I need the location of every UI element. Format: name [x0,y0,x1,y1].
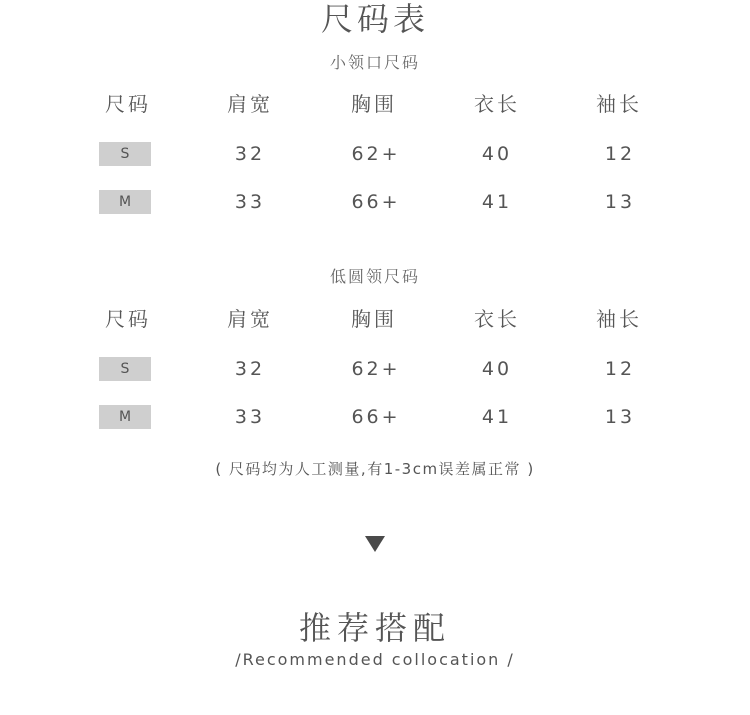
header-sleeve: 袖长 [596,92,642,116]
size-badge-m: M [99,405,151,429]
size-badge-s: S [99,357,151,381]
recommend-title: 推荐搭配 [298,609,451,647]
table-cell: 40 [481,143,513,165]
header-length: 衣长 [474,307,520,331]
table-cell: 41 [481,191,513,213]
table-cell: 62+ [351,143,401,165]
table-cell: 66+ [351,406,401,428]
page-title: 尺码表 [320,0,429,38]
table-cell: 33 [234,191,266,213]
table-cell: 12 [604,143,636,165]
size-badge-m: M [99,190,151,214]
table-cell: 32 [234,358,266,380]
header-shoulder: 肩宽 [227,307,273,331]
table-cell: 12 [604,358,636,380]
table-label-small-collar: 小领口尺码 [329,53,420,72]
table-cell: 62+ [351,358,401,380]
table-cell: 13 [604,191,636,213]
table-cell: 33 [234,406,266,428]
table-cell: 40 [481,358,513,380]
header-size: 尺码 [105,92,151,116]
table-cell: 32 [234,143,266,165]
triangle-down-icon [365,536,385,552]
measurement-note: ( 尺码均为人工测量,有1-3cm误差属正常 ) [215,460,535,478]
table-cell: 13 [604,406,636,428]
header-chest: 胸围 [351,92,397,116]
header-size: 尺码 [105,307,151,331]
table-label-low-round-collar: 低圆领尺码 [329,267,420,286]
recommend-subtitle: /Recommended collocation / [235,650,515,669]
header-chest: 胸围 [351,307,397,331]
header-length: 衣长 [474,92,520,116]
table-cell: 41 [481,406,513,428]
table-cell: 66+ [351,191,401,213]
size-badge-s: S [99,142,151,166]
header-shoulder: 肩宽 [227,92,273,116]
header-sleeve: 袖长 [596,307,642,331]
